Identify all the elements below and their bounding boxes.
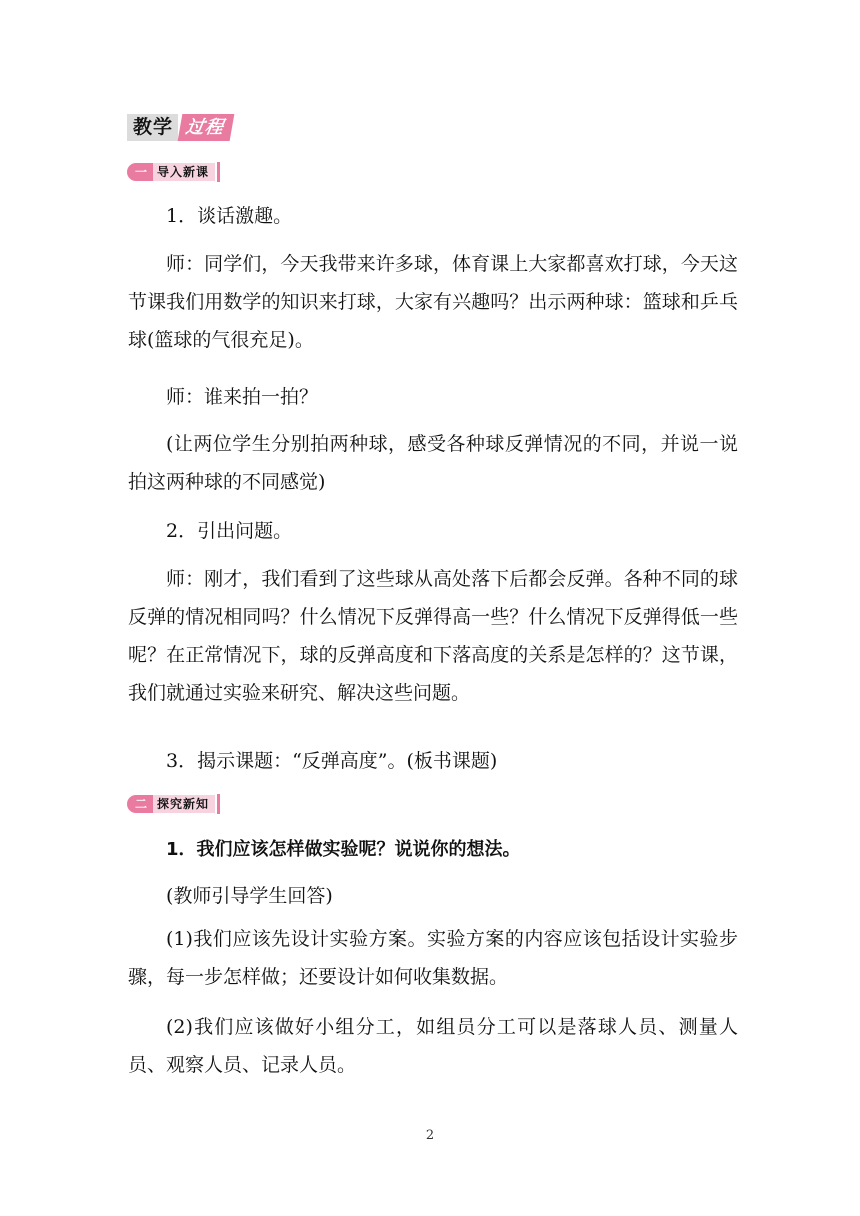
question-text: 1．我们应该怎样做实验呢？说说你的想法。 [166, 839, 521, 860]
paragraph-question [128, 830, 738, 869]
paragraph: 师：谁来拍一拍？ [166, 386, 319, 408]
paragraph: 2．引出问题。 [166, 520, 293, 542]
section-number: 二 [127, 795, 153, 813]
lesson-process-header [127, 114, 232, 141]
section-tag-explore [127, 794, 220, 814]
paragraph: 1．谈话激趣。 [166, 205, 293, 227]
paragraph: (让两位学生分别拍两种球，感受各种球反弹情况的不同，并说一说拍这两种球的不同感觉) [128, 433, 738, 493]
paragraph: (1)我们应该先设计实验方案。实验方案的内容应该包括设计实验步骤，每一步怎样做；还要设计如何收集数据。 [128, 928, 738, 988]
section-tag-bar [217, 794, 220, 814]
section-tag-bar [217, 162, 220, 182]
section-label: 导入新课 [153, 163, 215, 181]
section-number: 一 [127, 163, 153, 181]
section-label: 探究新知 [153, 795, 215, 813]
paragraph: 3．揭示课题：“反弹高度”。(板书课题) [166, 750, 498, 772]
paragraph: (2)我们应该做好小组分工，如组员分工可以是落球人员、测量人员、观察人员、记录人员。 [128, 1016, 738, 1076]
header-teaching-label: 教学 [127, 114, 178, 141]
paragraph: 师：同学们，今天我带来许多球，体育课上大家都喜欢打球，今天这节课我们用数学的知识来打球，大家有兴趣吗？出示两种球：篮球和乒乓球(篮球的气很充足)。 [128, 253, 738, 351]
page-number: 2 [425, 1128, 435, 1143]
section-tag-intro [127, 162, 220, 182]
paragraph: 师：刚才，我们看到了这些球从高处落下后都会反弹。各种不同的球反弹的情况相同吗？什么情况下反弹得高一些？什么情况下反弹得低一些呢？在正常情况下，球的反弹高度和下落高度的关系是怎样的？这节课，我们就通过实验来研究、解决这些问题。 [128, 568, 738, 704]
header-process-label: 过程 [178, 114, 235, 141]
paragraph: (教师引导学生回答) [166, 885, 333, 907]
